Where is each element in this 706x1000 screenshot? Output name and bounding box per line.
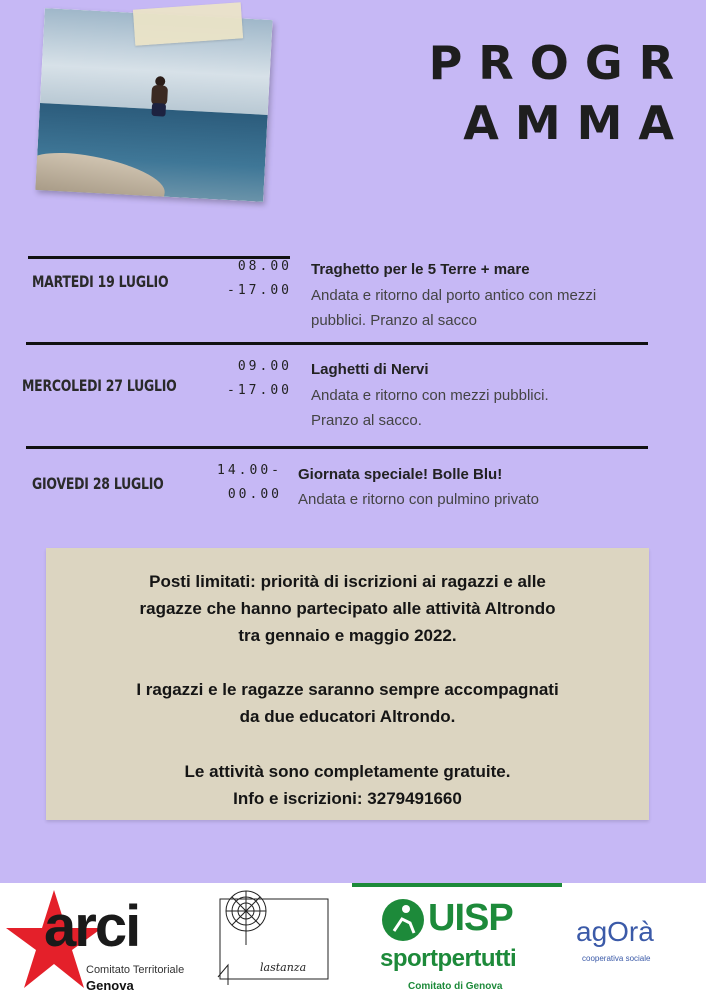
arci-logo bbox=[4, 888, 204, 996]
uisp-runner-icon bbox=[380, 897, 426, 943]
event-title: Laghetti di Nervi bbox=[311, 361, 429, 378]
event-day: MARTEDI 19 LUGLIO bbox=[32, 272, 169, 291]
event-time: 14.00- 00.00 bbox=[217, 463, 282, 502]
agora-logo bbox=[572, 918, 682, 968]
agora-subtitle: cooperativa sociale bbox=[582, 954, 651, 963]
agora-wordmark: agOrà bbox=[576, 916, 654, 947]
arci-wordmark: arci bbox=[44, 894, 140, 959]
page-title-line2: AMMA bbox=[463, 96, 690, 150]
uisp-slogan: sportpertutti bbox=[380, 945, 517, 972]
uisp-committee: Comitato di Genova bbox=[408, 981, 503, 992]
notice-priority: Posti limitati: priorità di iscrizioni ai ragazzi e alle ragazze che hanno partecipato alle attività Altrondo tra gennaio e maggio 2022. bbox=[139, 572, 556, 645]
event-description: Andata e ritorno dal porto antico con mezzi pubblici. Pranzo al sacco bbox=[311, 287, 597, 329]
event-title: Traghetto per le 5 Terre + mare bbox=[311, 261, 530, 278]
divider bbox=[26, 342, 648, 345]
notice-educators: I ragazzi e le ragazze saranno sempre accompagnati da due educatori Altrondo. bbox=[136, 680, 559, 726]
divider bbox=[26, 446, 648, 449]
event-title: Giornata speciale! Bolle Blu! bbox=[298, 466, 503, 483]
page-title-line1: PROGR bbox=[428, 36, 690, 90]
event-description: Andata e ritorno con pulmino privato bbox=[298, 491, 539, 508]
tape-strip bbox=[133, 2, 243, 45]
jumping-person bbox=[147, 76, 171, 117]
event-day: MERCOLEDI 27 LUGLIO bbox=[22, 376, 177, 395]
tree-door-icon bbox=[216, 889, 334, 989]
lastanza-logo bbox=[216, 889, 334, 989]
arci-subtitle: Comitato Territoriale bbox=[86, 964, 185, 976]
uisp-top-bar bbox=[352, 883, 562, 887]
notice-info: Le attività sono completamente gratuite. Info e iscrizioni: 3279491660 bbox=[184, 762, 511, 808]
event-description: Andata e ritorno con mezzi pubblici. Pranzo al sacco. bbox=[311, 387, 549, 429]
arci-city: Genova bbox=[86, 978, 134, 993]
event-time: 09.00 -17.00 bbox=[227, 359, 292, 398]
notice-box bbox=[46, 548, 649, 820]
event-day: GIOVEDI 28 LUGLIO bbox=[32, 474, 164, 493]
lastanza-wordmark: lastanza bbox=[260, 961, 307, 974]
uisp-wordmark: UISP bbox=[428, 897, 513, 939]
event-time: 08.00 -17.00 bbox=[227, 259, 292, 298]
uisp-logo bbox=[352, 883, 562, 1000]
